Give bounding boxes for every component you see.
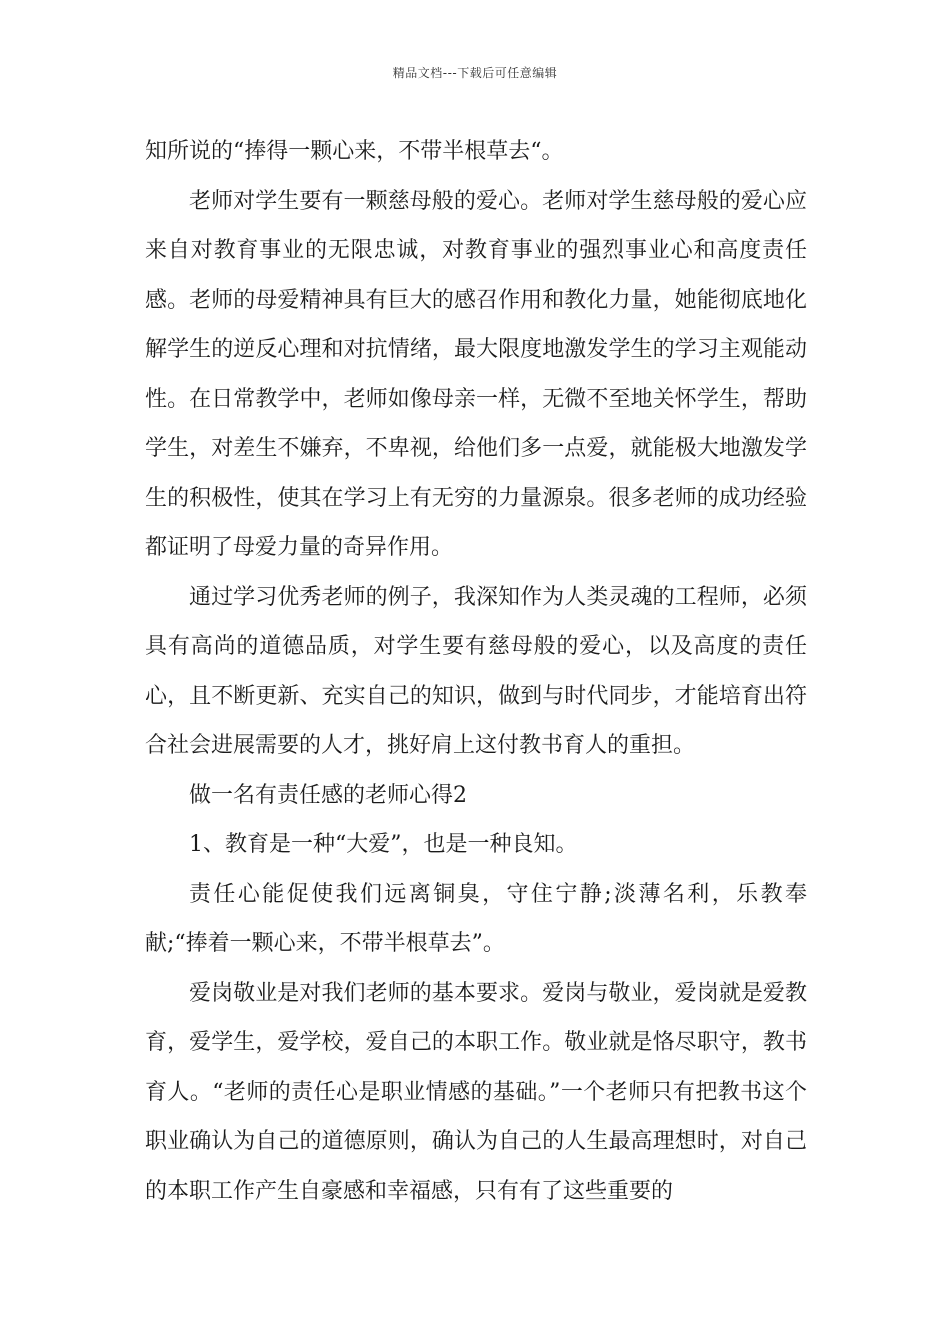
paragraph-learning-example: 通过学习优秀老师的例子，我深知作为人类灵魂的工程师，必须具有高尚的道德品质，对学生要有慈母般的爱心，以及高度的责任心，且不断更新、充实自己的知识，做到与时代同步，才能培育出符合社会进展需要的人才，挑好肩上这付教书育人的重担。 — [145, 584, 807, 758]
paragraph-dedication: 爱岗敬业是对我们老师的基本要求。爱岗与敬业，爱岗就是爱教育，爱学生，爱学校，爱自己的本职工作。敬业就是恪尽职守，教书育人。“老师的责任心是职业情感的基础。”一个老师只有把教书这个职业确认为自己的道德原则，确认为自己的人生最高理想时，对自己的本职工作产生自豪感和幸福感，只有有了这些重要的 — [145, 980, 807, 1204]
paragraph-continuation: 知所说的“捧得一颗心来，不带半根草去“。 — [145, 139, 564, 164]
paragraph-responsibility: 责任心能促使我们远离铜臭，守住宁静;淡薄名利，乐教奉献;“捧着一颗心来，不带半根草去”。 — [145, 881, 807, 956]
section-heading: 做一名有责任感的老师心得2 — [189, 782, 467, 808]
list-item-point-1: 1、教育是一种“大爱”，也是一种良知。 — [189, 832, 578, 857]
document-body — [145, 127, 807, 1216]
page-header: 精品文档---下载后可任意编辑 — [392, 66, 558, 80]
paragraph-motherly-love: 老师对学生要有一颗慈母般的爱心。老师对学生慈母般的爱心应来自对教育事业的无限忠诚，对教育事业的强烈事业心和高度责任感。老师的母爱精神具有巨大的感召作用和教化力量，她能彻底地化解学生的逆反心理和对抗情绪，最大限度地激发学生的学习主观能动性。在日常教学中，老师如像母亲一样，无微不至地关怀学生，帮助学生，对差生不嫌弃，不卑视，给他们多一点爱，就能极大地激发学生的积极性，使其在学习上有无穷的力量源泉。很多老师的成功经验都证明了母爱力量的奇异作用。 — [145, 188, 807, 560]
